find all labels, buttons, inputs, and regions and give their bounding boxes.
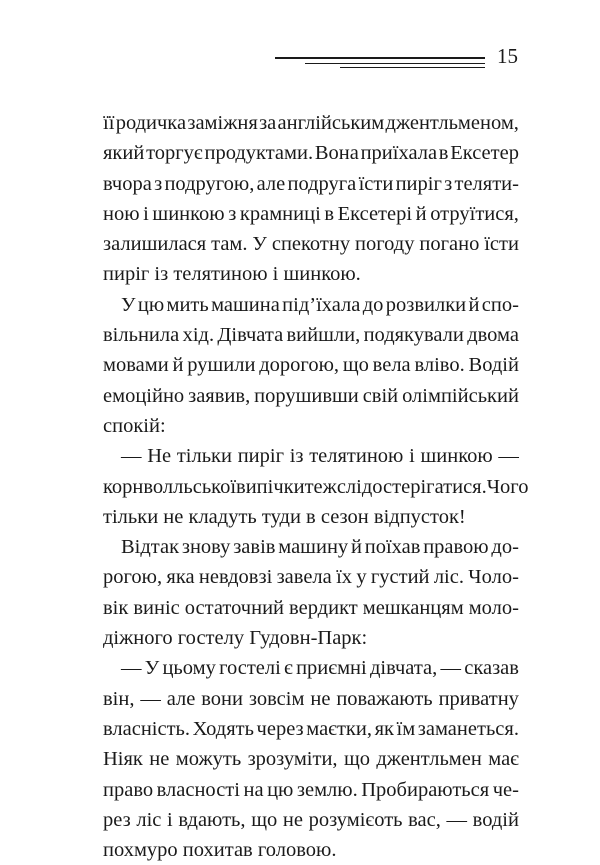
text-line: — Не тільки пиріг із телятиною і шинкою — — [121, 445, 519, 468]
text-line: діжного гостелу Гудовн-Парк: — [103, 627, 368, 650]
text-line: спокій: — [103, 414, 166, 437]
text-line: похмуро похитав головою. — [103, 839, 337, 862]
text-line: право власності на цю землю. Пробираються че- — [103, 778, 519, 801]
text-line: який торгує продуктами. Вона приїхала в Ексетер — [103, 142, 519, 165]
header-rule-thin-line — [305, 63, 485, 64]
header-rule-short-line — [340, 67, 485, 68]
text-line: рез ліс і вдають, що не розумієоть вас, — водій — [103, 808, 519, 831]
text-line: її родичка заміжня за англійським джентльменом, — [103, 112, 519, 134]
text-line: корнволльської випічки теж слід остерігатися. Чого — [103, 475, 529, 498]
text-line: ною і шинкою з крамниці в Ексетері й отруїтися, — [103, 202, 519, 225]
body-text — [103, 108, 529, 865]
text-line: залишилася там. У спекотну погоду погано їсти — [103, 233, 519, 256]
text-line: вік виніс остаточний вердикт мешканцям моло- — [103, 596, 519, 619]
text-line: рогою, яка невдовзі завела їх у густий ліс. Чоло- — [103, 566, 519, 589]
text-line: тільки не кладуть туди в сезон відпусток! — [103, 505, 466, 528]
text-line: У цю мить машина під’їхала до розвилки й спо- — [121, 293, 519, 316]
text-line: власність. Ходять через маєтки, як їм заманеться. — [103, 717, 519, 740]
text-line: пиріг із телятиною і шинкою. — [103, 263, 361, 286]
page-number: 15 — [497, 44, 518, 68]
text-line: мовами й рушили дорогою, що вела вліво. Водій — [103, 354, 519, 377]
text-line: емоційно заявив, порушивши свій олімпійський — [103, 384, 519, 407]
text-line: він, — але вони зовсім не поважають приватну — [103, 687, 519, 710]
text-line: — У цьому гостелі є приємні дівчата, — сказав — [121, 657, 519, 680]
text-line: Ніяк не можуть зрозуміти, що джентльмен має — [103, 748, 519, 771]
text-line: вчора з подругою, але подруга їсти пиріг з теляти- — [103, 172, 519, 195]
header-rule-thick-line — [275, 57, 485, 59]
text-line: вільнила хід. Дівчата вийшли, подякували двома — [103, 324, 519, 347]
text-line: Відтак знову завів машину й поїхав правою до- — [121, 536, 519, 559]
